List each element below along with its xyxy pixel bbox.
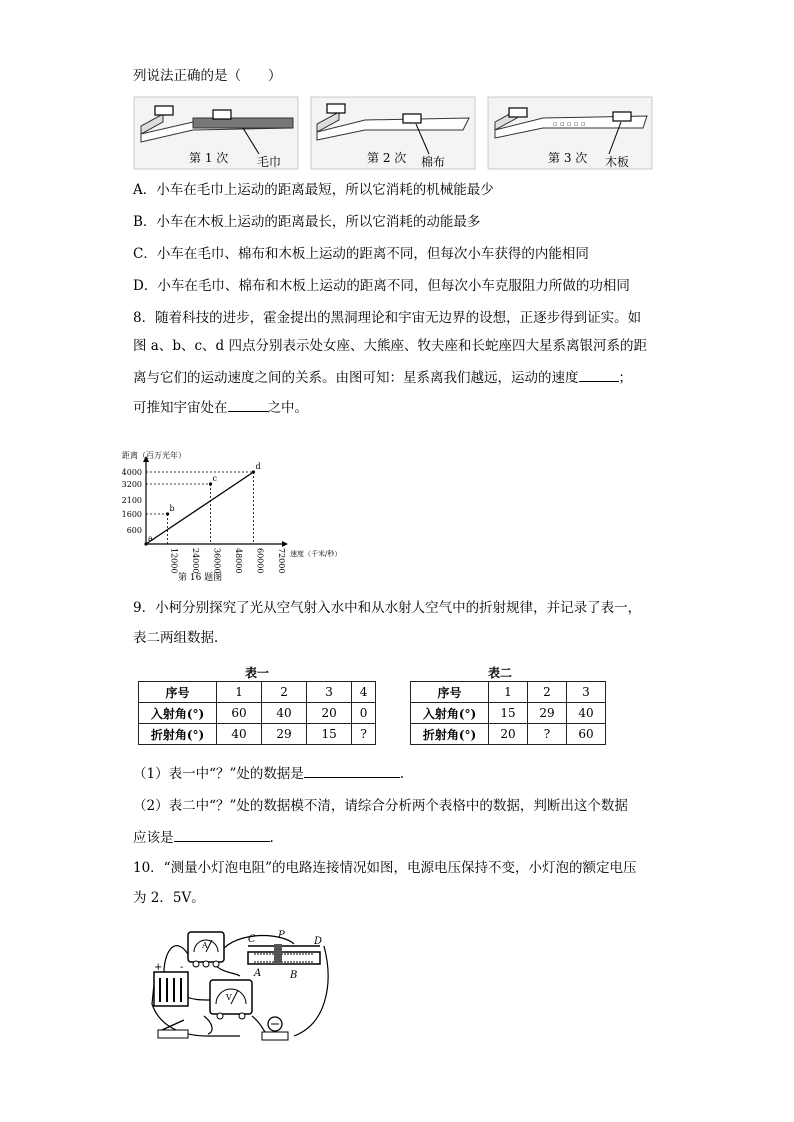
q7-panel-3 — [488, 97, 652, 169]
table-2 — [410, 681, 606, 745]
table2-cell: 40 — [567, 703, 606, 724]
table2-cell: 3 — [567, 682, 606, 703]
chart-x-tick: 36000 — [212, 548, 222, 574]
table2-cell: 序号 — [411, 682, 489, 703]
rheostat-d: D — [314, 936, 323, 947]
rheostat-b: B — [290, 970, 298, 981]
q9-sub-2-line-2 — [133, 828, 274, 848]
rheostat-icon — [248, 930, 322, 981]
q9-blank-2 — [174, 841, 270, 842]
rheostat-p: P — [278, 930, 285, 941]
table1-cell: 40 — [262, 703, 307, 724]
q7-option-b: B．小车在木板上运动的距离最长，所以它消耗的动能最多 — [133, 214, 481, 230]
rheostat-a: A — [254, 968, 262, 979]
table2-cell: ? — [528, 724, 567, 745]
table2-cell: 29 — [528, 703, 567, 724]
voltmeter-label: V — [226, 993, 232, 1002]
q9-sub-1 — [133, 764, 404, 784]
chart-y-tick: 3200 — [121, 480, 142, 489]
chart-y-tick: 4000 — [121, 468, 142, 477]
q8-blank-1 — [579, 381, 619, 382]
chart-x-label: 速度（千米/秒） — [290, 550, 342, 558]
table2-row — [411, 682, 606, 703]
table1-cell: 1 — [217, 682, 262, 703]
table1-cell: 0 — [352, 703, 376, 724]
table1-caption: 表一 — [245, 666, 270, 680]
chart-x-arrow — [282, 541, 288, 547]
chart-caption: 第 16 题图 — [178, 573, 223, 583]
battery-icon — [154, 962, 188, 1006]
q8-line-4-text: 可推知宇宙处在 — [133, 400, 228, 416]
chart-y-label: 距离（百万光年） — [122, 451, 186, 460]
q7-panel-1 — [134, 97, 298, 169]
battery-plus: + — [154, 962, 163, 973]
q9-sub-2-line-1: （2）表二中“？”处的数据模不清，请综合分析两个表格中的数据，判断出这个数据 — [133, 798, 628, 814]
table1-cell: 折射角(°) — [139, 724, 217, 745]
table1-cell: 60 — [217, 703, 262, 724]
q8-chart — [118, 440, 342, 585]
chart-x-tick: 24000 — [191, 548, 200, 574]
ammeter-label: A — [202, 941, 208, 950]
table2-cell: 60 — [567, 724, 606, 745]
q7-label-towel: 毛巾 — [257, 155, 282, 169]
table1-cell: 序号 — [139, 682, 217, 703]
chart-point-label: c — [212, 474, 217, 483]
table2-cell: 20 — [489, 724, 528, 745]
table2-caption: 表二 — [488, 666, 513, 680]
ammeter-icon — [188, 932, 224, 967]
q9-blank-1 — [304, 777, 400, 778]
table1-cell: 4 — [352, 682, 376, 703]
q9-sub-2-end: . — [269, 830, 274, 846]
q9-sub-1-text: （1）表一中“？”处的数据是 — [133, 766, 304, 782]
q9-sub-1-end: . — [399, 766, 405, 782]
q10-circuit — [144, 924, 330, 1054]
q7-label-wood: 木板 — [605, 155, 630, 169]
table1-cell: 29 — [262, 724, 307, 745]
q8-blank-2 — [228, 411, 268, 412]
q7-figure — [133, 96, 653, 172]
q7-option-a: A．小车在毛巾上运动的距离最短，所以它消耗的机械能最少 — [133, 182, 494, 198]
table2-cell: 15 — [489, 703, 528, 724]
table1-cell: 15 — [307, 724, 352, 745]
q8-line-3-text: 离与它们的运动速度之间的关系。由图可知：星系离我们越远，运动的速度 — [133, 370, 579, 386]
q8-line-2: 图 a、b、c、d 四点分别表示处女座、大熊座、牧夫座和长蛇座四大星系离银河系的距 — [133, 338, 647, 354]
q7-label-cotton: 棉布 — [421, 155, 446, 169]
battery-minus: - — [180, 962, 184, 973]
chart-y-tick: 600 — [126, 526, 142, 535]
q8-line-3-end: ； — [618, 370, 632, 386]
svg-text:▫ ▫ ▫ ▫ ▫: ▫ ▫ ▫ ▫ ▫ — [553, 120, 586, 128]
chart-y-tick: 1600 — [121, 510, 142, 519]
q7-option-d: D．小车在毛巾、棉布和木板上运动的距离不同，但每次小车克服阻力所做的功相同 — [133, 278, 630, 294]
table1-row — [139, 703, 376, 724]
q9-line-1: 9．小柯分别探究了光从空气射入水中和从水射人空气中的折射规律，并记录了表一， — [133, 600, 642, 616]
rheostat-c: C — [248, 934, 256, 945]
chart-x-tick: 72000 — [277, 548, 286, 574]
lamp-icon — [262, 1017, 288, 1040]
table-1 — [138, 681, 376, 745]
q8-line-3 — [133, 368, 632, 388]
chart-trend-line — [146, 472, 254, 544]
chart-x-tick: 12000 — [169, 548, 179, 574]
q9-sub-2-text: 应该是 — [133, 830, 174, 846]
table1-cell: 20 — [307, 703, 352, 724]
table2-cell: 折射角(°) — [411, 724, 489, 745]
q7-panel-2 — [311, 97, 475, 169]
q10-line-2: 为 2．5V。 — [133, 890, 205, 906]
q7-stem: 列说法正确的是（ ） — [133, 68, 282, 84]
table1-row — [139, 724, 376, 745]
table1-cell: 入射角(°) — [139, 703, 217, 724]
chart-point-label: a — [148, 534, 153, 543]
table2-cell: 入射角(°) — [411, 703, 489, 724]
q9-line-2: 表二两组数据． — [133, 630, 228, 646]
table2-row — [411, 703, 606, 724]
chart-point-label: d — [255, 462, 261, 471]
table2-cell: 1 — [489, 682, 528, 703]
table1-row — [139, 682, 376, 703]
voltmeter-icon — [210, 980, 252, 1019]
q7-option-c: C．小车在毛巾、棉布和木板上运动的距离不同，但每次小车获得的内能相同 — [133, 246, 589, 262]
q8-line-4 — [133, 398, 308, 418]
chart-point-label: b — [169, 504, 175, 513]
chart-x-tick: 60000 — [255, 548, 265, 574]
q7-label-1: 第 1 次 — [189, 151, 229, 165]
q7-label-2: 第 2 次 — [367, 151, 407, 165]
chart-x-tick: 48000 — [234, 548, 243, 574]
table1-cell: 40 — [217, 724, 262, 745]
table1-cell: 2 — [262, 682, 307, 703]
q7-label-3: 第 3 次 — [548, 151, 588, 165]
table2-row — [411, 724, 606, 745]
table2-cell: 2 — [528, 682, 567, 703]
q8-line-1: 8．随着科技的进步，霍金提出的黑洞理论和宇宙无边界的设想，正逐步得到证实。如 — [133, 310, 642, 326]
chart-y-tick: 2100 — [121, 496, 142, 505]
q8-line-4-end: 之中。 — [267, 400, 308, 416]
table1-cell: ? — [352, 724, 376, 745]
table1-cell: 3 — [307, 682, 352, 703]
q10-line-1: 10．“测量小灯泡电阻”的电路连接情况如图，电源电压保持不变，小灯泡的额定电压 — [133, 860, 637, 876]
